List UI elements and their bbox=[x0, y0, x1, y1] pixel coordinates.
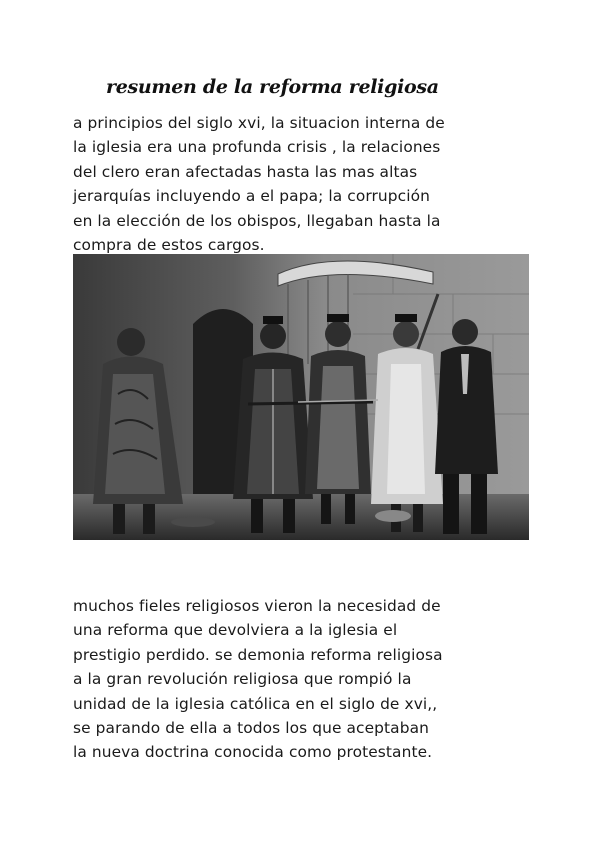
paragraph-line: unidad de la iglesia católica en el siglo de xvi,, bbox=[73, 694, 438, 713]
intro-paragraph bbox=[73, 111, 543, 257]
paragraph-line: en la elección de los obispos, llegaban hasta la bbox=[73, 211, 441, 230]
paragraph-line: una reforma que devolviera a la iglesia el bbox=[73, 621, 398, 640]
paragraph-line: la nueva doctrina conocida como protestante. bbox=[73, 743, 433, 762]
paragraph-line: se parando de ella a todos los que aceptaban bbox=[73, 719, 429, 738]
paragraph-line: prestigio perdido. se demonia reforma religiosa bbox=[73, 645, 443, 664]
paragraph-line: a la gran revolución religiosa que rompió la bbox=[73, 670, 412, 689]
paragraph-line: del clero eran afectadas hasta las mas altas bbox=[73, 162, 418, 181]
conclusion-paragraph bbox=[73, 594, 543, 765]
page-title: resumen de la reforma religiosa bbox=[106, 76, 439, 98]
paragraph-line: la iglesia era una profunda crisis , la relaciones bbox=[73, 138, 441, 157]
paragraph-line: muchos fieles religiosos vieron la necesidad de bbox=[73, 597, 441, 615]
paragraph-line: jerarquías incluyendo a el papa; la corrupción bbox=[73, 187, 430, 206]
paragraph-line: compra de estos cargos. bbox=[73, 236, 265, 255]
historical-photo bbox=[73, 254, 529, 540]
paragraph-line: a principios del siglo xvi, la situacion interna de bbox=[73, 114, 445, 132]
